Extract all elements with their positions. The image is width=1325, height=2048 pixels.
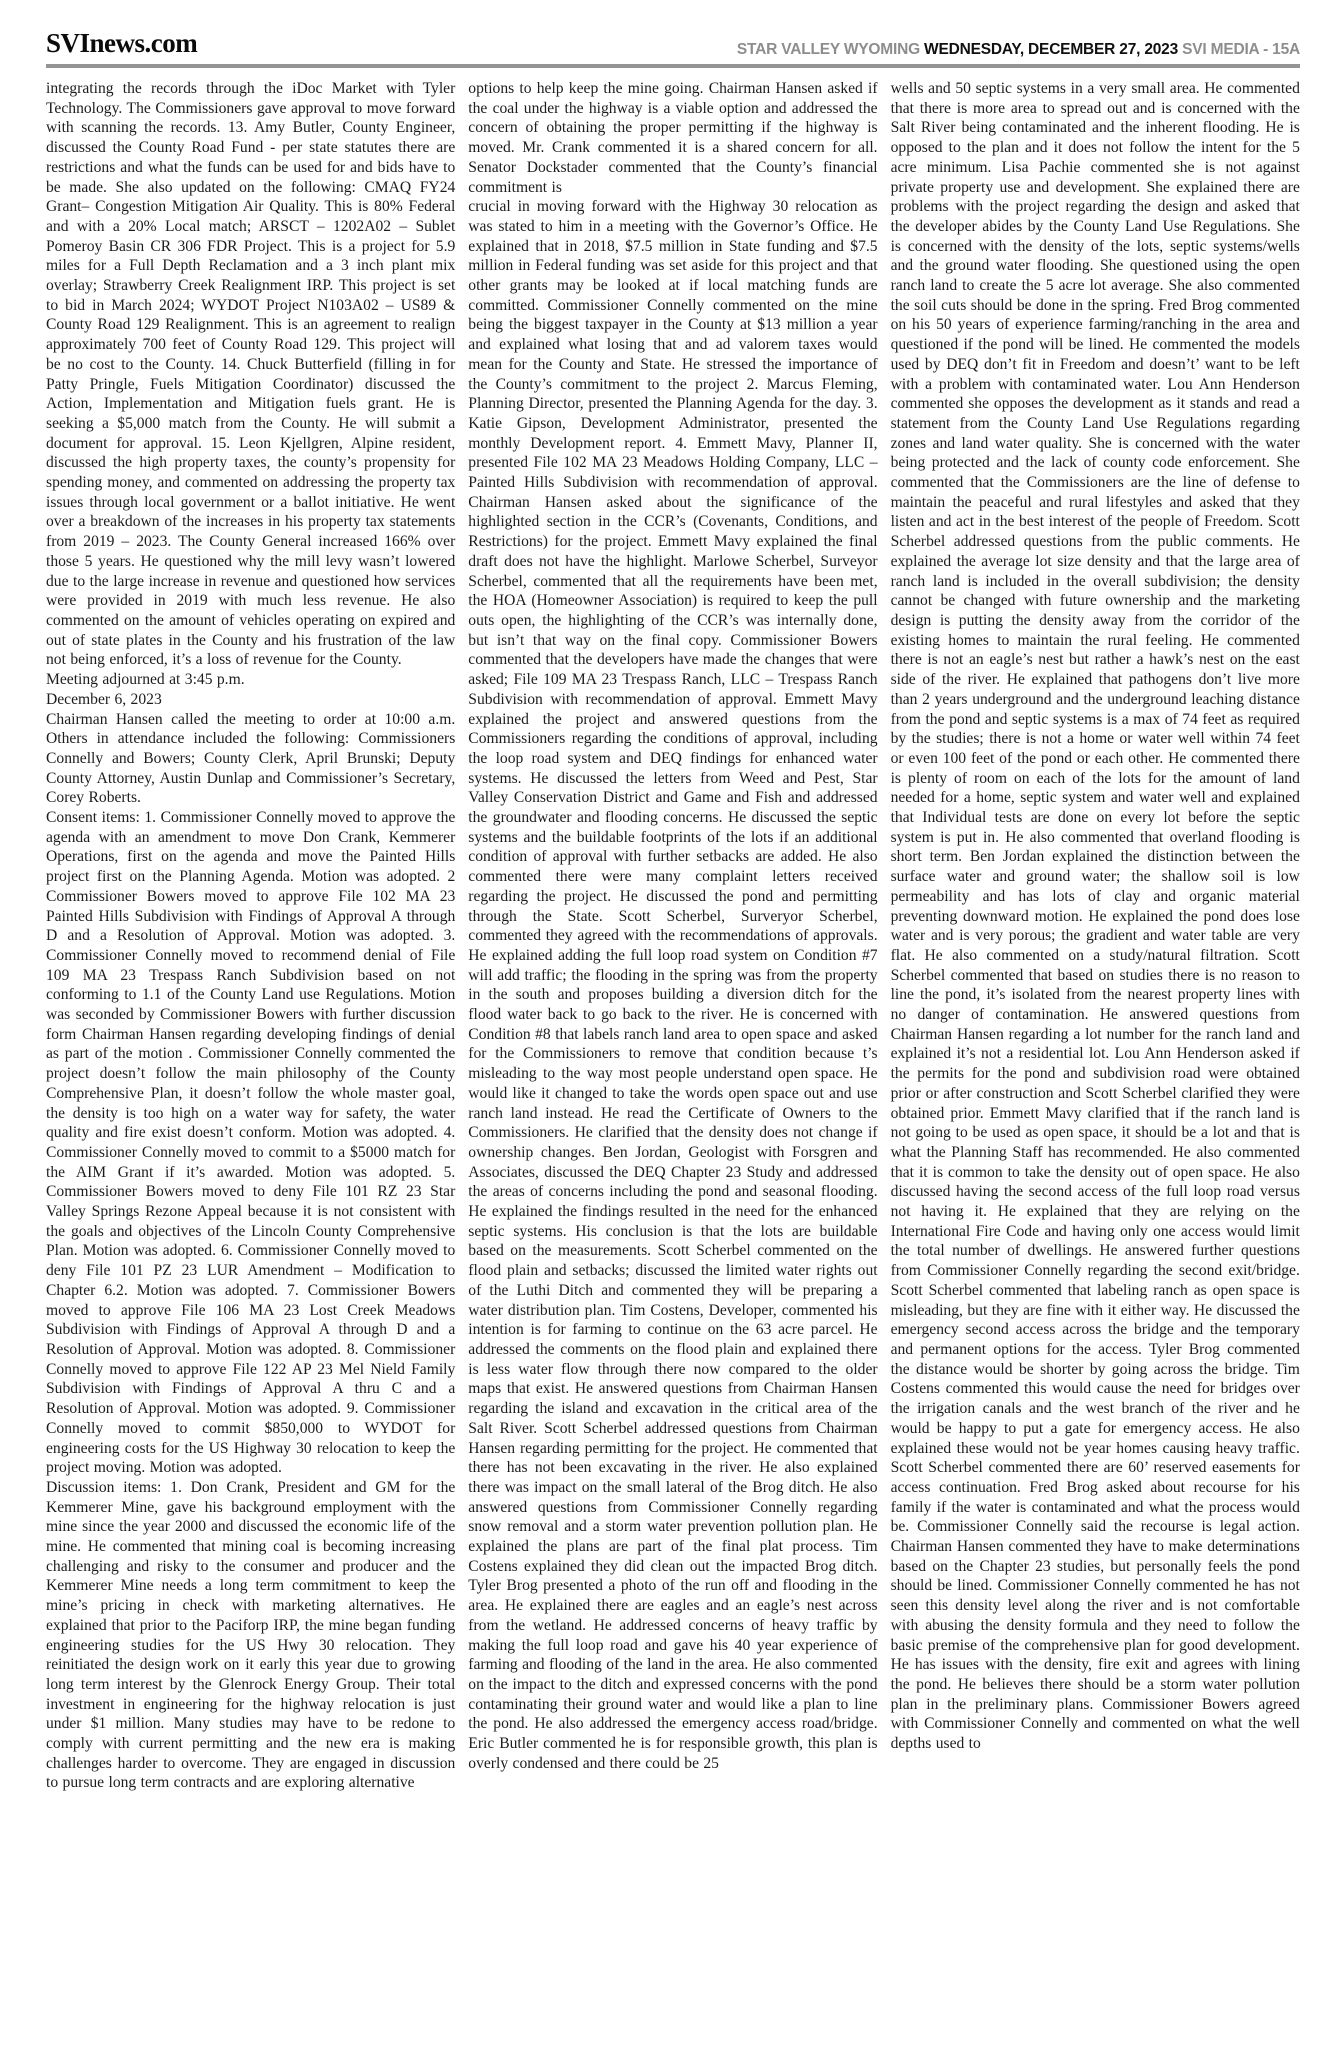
article-column-3 bbox=[891, 79, 1300, 1793]
article-column-1 bbox=[46, 79, 455, 1793]
paragraph: Chairman Hansen called the meeting to order at 10:00 a.m. Others in attendance included the following: Commissioners Connelly and Bowers; County Clerk, April Brunski; Deputy County Attorney, Austin Dunlap and Commissioner’s Secretary, Corey Roberts. bbox=[46, 710, 456, 807]
article-body bbox=[46, 79, 1300, 1793]
paragraph-discussion-items: Discussion items: 1. Don Crank, President and GM for the Kemmerer Mine, gave his background employment with the mine since the year 2000 and discussed the economic life of the mine. He commented that mining coal is becoming increasing challenging and risky to the consumer and producer and the Kemmerer Mine needs a long term commitment to keep the mine’s pricing in check with marketing alternatives. He explained that prior to the Paciforp IRP, the mine began funding engineering studies for the US Hwy 30 relocation. They reinitiated the design work on it early this year due to growing long term interest by the Glenrock Energy Group. Their total investment in engineering for the highway relocation is just under $1 million. Many studies may have to be redone to comply with current permitting and the new era is making challenges harder to overcome. They are engaged in discussion to pursue long term contracts and are exploring alternative bbox=[46, 1478, 456, 1792]
header-location: STAR VALLEY WYOMING bbox=[736, 40, 925, 58]
paragraph: integrating the records through the iDoc Market with Tyler Technology. The Commissioners gave approval to move forward with scanning the records. 13. Amy Butler, County Engineer, discussed the County Road Fund - per state statutes there are restrictions and what the funds can be used for and bids have to be made. She also updated on the following: CMAQ FY24 Grant– Congestion Mitigation Air Quality. This is 80% Federal and with a 20% Local match; ARSCT – 1202A02 – Sublet Pomeroy Basin CR 306 FDR Project. This is a project for 5.9 miles for a Full Depth Reclamation and a 3 inch plant mix overlay; Strawberry Creek Realignment IRP. This project is set to bid in March 2024; WYDOT Project N103A02 – US89 & County Road 129 Realignment. This is an agreement to realign approximately 700 feet of County Road 129. This project will be no cost to the County. 14. Chuck Butterfield (filling in for Patty Pringle, Fuels Mitigation Coordinator) discussed the Action, Implementation and Mitigation fuels grant. He is seeking a $5,000 match from the County. He will submit a document for approval. 15. Leon Kjellgren, Alpine resident, discussed the high property taxes, the county’s propensity for spending money, and commented on addressing the property tax issues through local government or a ballot initiative. He went over a breakdown of the increases in his property tax statements from 2019 – 2023. The County General increased 166% over those 5 years. He questioned why the mill levy wasn’t lowered due to the large increase in revenue and questioned how services were provided in 2019 with much less revenue. He also commented on the amount of vehicles operating on expired and out of state plates in the County and his frustration of the law not being enforced, it’s a loss of revenue for the County. bbox=[46, 80, 456, 669]
paragraph: crucial in moving forward with the Highway 30 relocation as was stated to him in a meeting with the Governor’s Office. He explained that in 2018, $7.5 million in State funding and $7.5 million in Federal funding was set aside for this project and that other grants may be looked at if local matching funds are committed. Commissioner Connelly commented on the mine being the biggest taxpayer in the County at $13 million a year and explained what losing that and ad valorem taxes would mean for the County and State. He stressed the importance of the County’s commitment to the project 2. Marcus Fleming, Planning Director, presented the Planning Agenda for the day. 3. Katie Gipson, Development Administrator, presented the monthly Development report. 4. Emmett Mavy, Planner II, presented File 102 MA 23 Meadows Holding Company, LLC – Painted Hills Subdivision with recommendation of approval. Chairman Hansen asked about the significance of the highlighted section in the CCR’s (Covenants, Conditions, and Restrictions) for the project. Emmett Mavy explained the final draft does not have the highlight. Marlowe Scherbel, Surveyor Scherbel, commented that all the requirements have been met, the HOA (Homeowner Association) is required to keep the pull outs open, the highlighting of the CCR’s was internally done, but isn’t that way on the final copy. Commissioner Bowers commented that the developers have made the changes that were asked; File 109 MA 23 Trespass Ranch, LLC – Trespass Ranch Subdivision with recommendation of approval. Emmett Mavy explained the project and answered questions from the Commissioners regarding the conditions of approval, including the loop road system and DEQ findings for enhanced water systems. He discussed the letters from Weed and Pest, Star Valley Conservation District and Game and Fish and addressed the groundwater and flooding concerns. He discussed the septic systems and the buildable footprints of the lots if an additional condition of approval with further setbacks are added. He also commented there were many complaint letters received regarding the project. He discussed the pond and permitting through the State. Scott Scherbel, Surveryor Scherbel, commented they agreed with the recommendations of approvals. He explained adding the full loop road system on Condition #7 will add traffic; the flooding in the spring was from the property in the south and proposes building a diversion ditch for the flood water back to go back to the river. He is concerned with Condition #8 that labels ranch land area to open space and asked for the Commissioners to remove that condition because t’s misleading to the way most people understand open space. He would like it changed to take the words open space out and use ranch land instead. He read the Certificate of Owners to the Commissioners. He clarified that the density does not change if ownership changes. Ben Jordan, Geologist with Forsgren and Associates, discussed the DEQ Chapter 23 Study and addressed the areas of concerns including the pond and seasonal flooding. He explained the findings resulted in the need for the enhanced septic systems. His conclusion is that the lots are buildable based on the measurements. Scott Scherbel commented on the flood plain and setbacks; discussed the limited water rights out of the Luthi Ditch and commented they will be preparing a water distribution plan. Tim Costens, Developer, commented his intention is for farming to continue on the 63 acre parcel. He addressed the comments on the flood plain and explained there is less water flow through there now compared to the older maps that exist. He answered questions from Chairman Hansen regarding the island and excavation in the critical area of the Salt River. Scott Scherbel addressed questions from Chairman Hansen regarding permitting for the project. He commented that there has not been excavating in the river. He also explained there was impact on the small lateral of the Brog ditch. He also answered questions from Commissioner Connelly regarding snow removal and a storm water prevention pollution plan. He explained the plans are part of the final plat process. Tim Costens explained they did clean out the impacted Brog ditch. Tyler Brog presented a photo of the run off and flooding in the area. He explained there are eagles and an eagle’s nest across from the wetland. He addressed concerns of heavy traffic by making the full loop road and gave his 40 year experience of farming and flooding of the land in the area. He also commented on the impact to the ditch and expressed concerns with the pond contaminating their ground water and would like a plan to line the pond. He also addressed the emergency access road/bridge. Eric Butler commented he is for responsible growth, this plan is overly condensed and there could be 25 bbox=[468, 198, 878, 1772]
paragraph-meeting-adjourned: Meeting adjourned at 3:45 p.m. bbox=[46, 671, 245, 689]
header-date: WEDNESDAY, DECEMBER 27, 2023 bbox=[924, 40, 1179, 58]
paragraph-consent-items: Consent items: 1. Commissioner Connelly moved to approve the agenda with an amendment to move Don Crank, Kemmerer Operations, first on the agenda and move the Painted Hills project first on the Planning Agenda. Motion was adopted. 2 Commissioner Bowers moved to approve File 102 MA 23 Painted Hills Subdivision with Findings of Approval A through D and a Resolution of Approval. Motion was adopted. 3. Commissioner Connelly moved to recommend denial of File 109 MA 23 Trespass Ranch Subdivision based on not conforming to 1.1 of the County Land use Regulations. Motion was seconded by Commissioner Bowers with further discussion form Chairman Hansen regarding developing findings of denial as part of the motion . Commissioner Connelly commented the project doesn’t follow the main philosophy of the County Comprehensive Plan, it doesn’t follow the whole master goal, the density is too high on a water way for safety, the water quality and fire exist doesn’t conform. Motion was adopted. 4. Commissioner Connelly moved to commit to a $5000 match for the AIM Grant if it’s awarded. Motion was adopted. 5. Commissioner Bowers moved to deny File 101 RZ 23 Star Valley Springs Rezone Appeal because it is not consistent with the goals and objectives of the Lincoln County Comprehensive Plan. Motion was adopted. 6. Commissioner Connelly moved to deny File 101 PZ 23 LUR Amendment – Modification to Chapter 6.2. Motion was adopted. 7. Commissioner Bowers moved to approve File 106 MA 23 Lost Creek Meadows Subdivision with Findings of Approval A through D and a Resolution of Approval. Motion was adopted. 8. Commissioner Connelly moved to approve File 122 AP 23 Mel Nield Family Subdivision with Findings of Approval A thru C and a Resolution of Approval. Motion was adopted. 9. Commissioner Connelly moved to commit $850,000 to WYDOT for engineering costs for the US Highway 30 relocation to keep the project moving. Motion was adopted. bbox=[46, 809, 456, 1477]
header-rule bbox=[46, 64, 1300, 68]
paragraph-meeting-date: December 6, 2023 bbox=[46, 690, 162, 708]
paragraph: wells and 50 septic systems in a very small area. He commented that there is more area to spread out and is concerned with the Salt River being contaminated and the inherent flooding. He is opposed to the plan and it does not follow the intent for the 5 acre minimum. Lisa Pachie commented she is not against private property use and development. She explained there are problems with the project regarding the design and asked that the developer abides by the County Land Use Regulations. She is concerned with the density of the lots, septic systems/wells and the ground water flooding. She questioned using the open ranch land to create the 5 acre lot average. She also commented the soil cuts should be done in the spring. Fred Brog commented on his 50 years of experience farming/ranching in the area and questioned if the pond will be lined. He commented the models used by DEQ don’t fit in Freedom and doesn’t’ want to be left with a problem with contaminated water. Lou Ann Henderson commented she opposes the development as it stands and read a statement from the County Land Use Regulations regarding zones and land water quality. She is concerned with the water being protected and the lack of county code enforcement. She commented that the Commissioners are the line of defense to maintain the peaceful and rural lifestyles and asked that they listen and act in the best interest of the people of Freedom. Scott Scherbel addressed questions from the public comments. He explained the average lot size density and that the large area of ranch land is included in the overall subdivision; the density cannot be changed with future ownership and the marketing design is putting the density away from the corridor of the existing homes to maintain the rural feeling. He commented there is not an eagle’s nest but rather a hawk’s nest on the east side of the river. He explained that pathogens don’t live more than 2 years underground and the underground leaching distance from the pond and septic systems is a max of 74 feet as required by the studies; there is not a home or water well within 74 feet or even 100 feet of the pond or each other. He commented there is plenty of room on each of the lots for the amount of land needed for a home, septic system and water well and explained that Individual tests are done on every lot before the septic system is put in. He also commented that overland flooding is short term. Ben Jordan explained the distinction between the surface water and ground water; the shallow soil is low permeability and has lots of clay and organic material preventing downward motion. He explained the pond does lose water and is very porous; the gradient and water table are very flat. He also commented on a study/natural filtration. Scott Scherbel commented that based on studies there is no reason to line the pond, it’s isolated from the nearest property lines with no danger of contamination. He answered questions from Chairman Hansen regarding a lot number for the ranch land and explained it’s not a residential lot. Lou Ann Henderson asked if the permits for the pond and subdivision road were obtained prior or after construction and Scott Scherbel clarified they were obtained prior. Emmett Mavy clarified that if the ranch land is not going to be used as open space, it should be a lot and that is what the Planning Staff has recommended. He also commented that it is common to take the density out of open space. He also discussed having the second access of the full loop road versus not having it. He explained that they are relying on the International Fire Code and having only one access would limit the total number of dwellings. He answered further questions from Commissioner Connelly regarding the second exit/bridge. Scott Scherbel commented that labeling ranch as open space is misleading, but they are fine with it either way. He discussed the emergency second access across the bridge and the temporary and permanent options for the access. Tyler Brog commented the distance would be shorter by going across the bridge. Tim Costens commented this would cause the need for bridges over the irrigation canals and the west branch of the river and he would be happy to put a gate for emergency access. He also explained these would not be year homes causing heavy traffic. Scott Scherbel commented there are 60’ reserved easements for access continuation. Fred Brog asked about recourse for his family if the water is contaminated and what the process would be. Commissioner Connelly said the recourse is legal action. Chairman Hansen commented they have to make determinations based on the Chapter 23 studies, but personally feels the pond should be lined. Commissioner Connelly commented he has not seen this density level along the river and is not comfortable with abusing the density formula and they need to follow the basic premise of the comprehensive plan for good development. He has issues with the density, fire exit and agrees with lining the pond. He believes there should be a storm water pollution plan in the preliminary plans. Commissioner Bowers agreed with Commissioner Connelly and commented on what the well depths used to bbox=[890, 80, 1300, 1753]
page-header bbox=[46, 30, 1300, 64]
masthead-logo: SVInews.com bbox=[46, 28, 198, 58]
article-column-2 bbox=[468, 79, 877, 1793]
header-dateline bbox=[737, 42, 1300, 58]
paragraph: options to help keep the mine going. Chairman Hansen asked if the coal under the highway is a viable option and addressed the concern of obtaining the proper permitting if the highway is moved. Mr. Crank commented it is a shared concern for all. Senator Dockstader commented that the County’s financial commitment is bbox=[468, 80, 878, 196]
header-edition: SVI MEDIA - 15A bbox=[1178, 40, 1300, 58]
